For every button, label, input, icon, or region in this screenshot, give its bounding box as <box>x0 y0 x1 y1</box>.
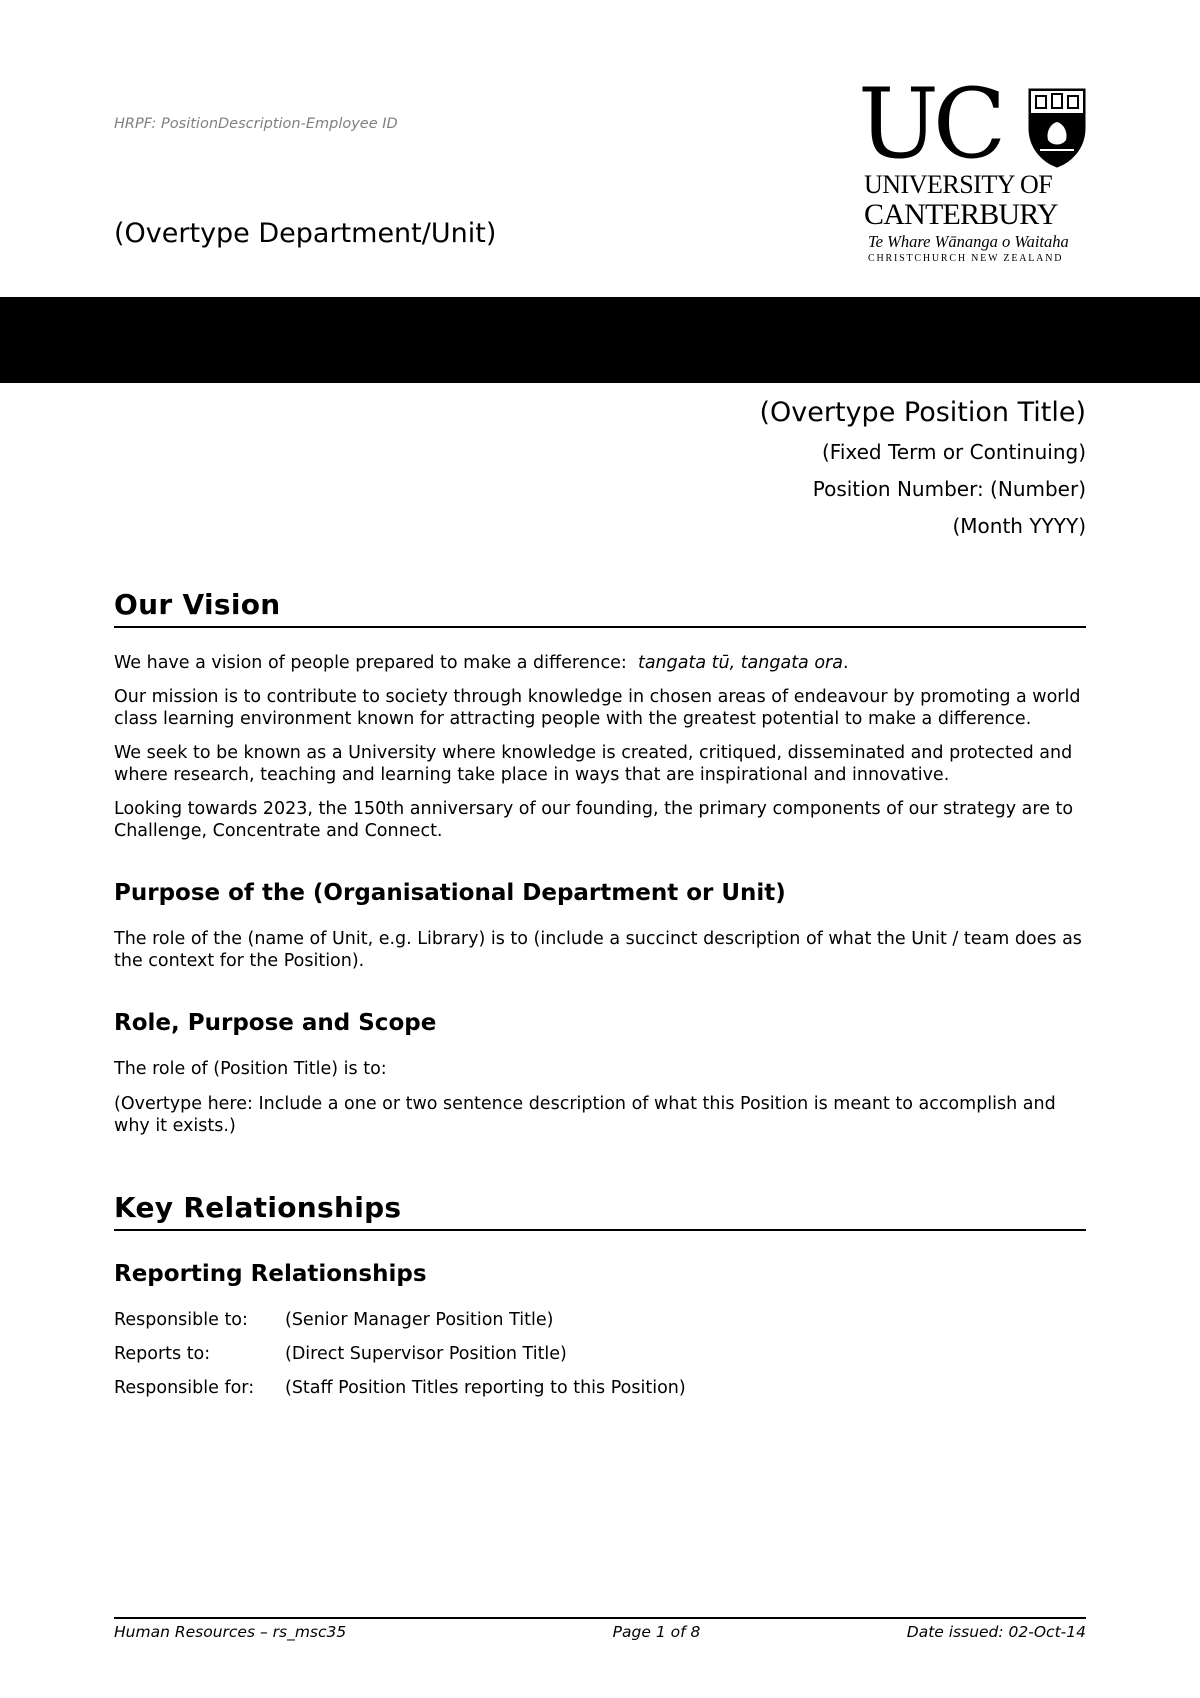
page-footer <box>114 1617 1086 1641</box>
header-band <box>0 297 1200 383</box>
logo-location: CHRISTCHURCH NEW ZEALAND <box>868 253 1064 264</box>
relationship-label: Responsible to: <box>114 1310 248 1330</box>
relationship-value: (Direct Supervisor Position Title) <box>285 1344 567 1364</box>
relationship-value: (Senior Manager Position Title) <box>285 1310 554 1330</box>
reporting-heading: Reporting Relationships <box>114 1261 427 1287</box>
university-logo <box>858 68 1088 266</box>
purpose-heading: Purpose of the (Organisational Department or Unit) <box>114 880 786 906</box>
relationship-value: (Staff Position Titles reporting to this Position) <box>285 1378 686 1398</box>
role-heading: Role, Purpose and Scope <box>114 1010 437 1036</box>
vision-motto: tangata tū, tangata ora <box>637 653 843 673</box>
document-body <box>114 586 1086 1399</box>
role-paragraph-2: (Overtype here: Include a one or two sentence description of what this Position is meant to accomplish and why it exists.) <box>114 1094 1056 1136</box>
logo-canterbury: CANTERBURY <box>864 198 1058 231</box>
form-id: HRPF: PositionDescription-Employee ID <box>114 116 398 132</box>
vision-paragraph-3: We seek to be known as a University where knowledge is created, critiqued, disseminated and protected and where research, teaching and learning take place in ways that are inspirational and innovative. <box>114 743 1073 785</box>
logo-maori-name: Te Whare Wānanga o Waitaha <box>868 232 1069 251</box>
footer-page-number: Page 1 of 8 <box>612 1623 701 1641</box>
relationship-label: Responsible for: <box>114 1378 255 1398</box>
relationships-heading: Key Relationships <box>114 1189 1086 1231</box>
vision-paragraph-1 <box>114 652 1086 674</box>
footer-department: Human Resources – rs_msc35 <box>114 1623 347 1641</box>
vision-heading: Our Vision <box>114 586 1086 628</box>
position-term: (Fixed Term or Continuing) <box>822 440 1086 464</box>
position-title: (Overtype Position Title) <box>759 397 1086 428</box>
crest-icon <box>1026 88 1088 168</box>
purpose-paragraph: The role of the (name of Unit, e.g. Library) is to (include a succinct description of what the Unit / team does as the context for the Position). <box>114 929 1082 971</box>
footer-date-issued: Date issued: 02-Oct-14 <box>906 1623 1086 1641</box>
role-paragraph-1: The role of (Position Title) is to: <box>114 1059 387 1079</box>
relationship-label: Reports to: <box>114 1344 211 1364</box>
logo-letters: UC <box>858 68 1001 180</box>
position-date: (Month YYYY) <box>952 514 1086 538</box>
vision-paragraph-2: Our mission is to contribute to society through knowledge in chosen areas of endeavour by promoting a world class learning environment known for attracting people with the greatest potential to make a difference. <box>114 687 1081 729</box>
vision-paragraph-4: Looking towards 2023, the 150th anniversary of our founding, the primary components of our strategy are to Challenge, Concentrate and Connect. <box>114 799 1074 841</box>
relationship-row <box>114 1343 1086 1365</box>
logo-university-of: UNIVERSITY OF <box>864 170 1053 199</box>
vision-p1-end: . <box>842 653 849 673</box>
relationship-row <box>114 1309 1086 1331</box>
department-title: (Overtype Department/Unit) <box>114 218 497 249</box>
relationship-row <box>114 1377 1086 1399</box>
vision-p1-text: We have a vision of people prepared to make a difference: <box>114 653 627 673</box>
position-block <box>760 394 1086 545</box>
position-number: Position Number: (Number) <box>812 477 1086 501</box>
